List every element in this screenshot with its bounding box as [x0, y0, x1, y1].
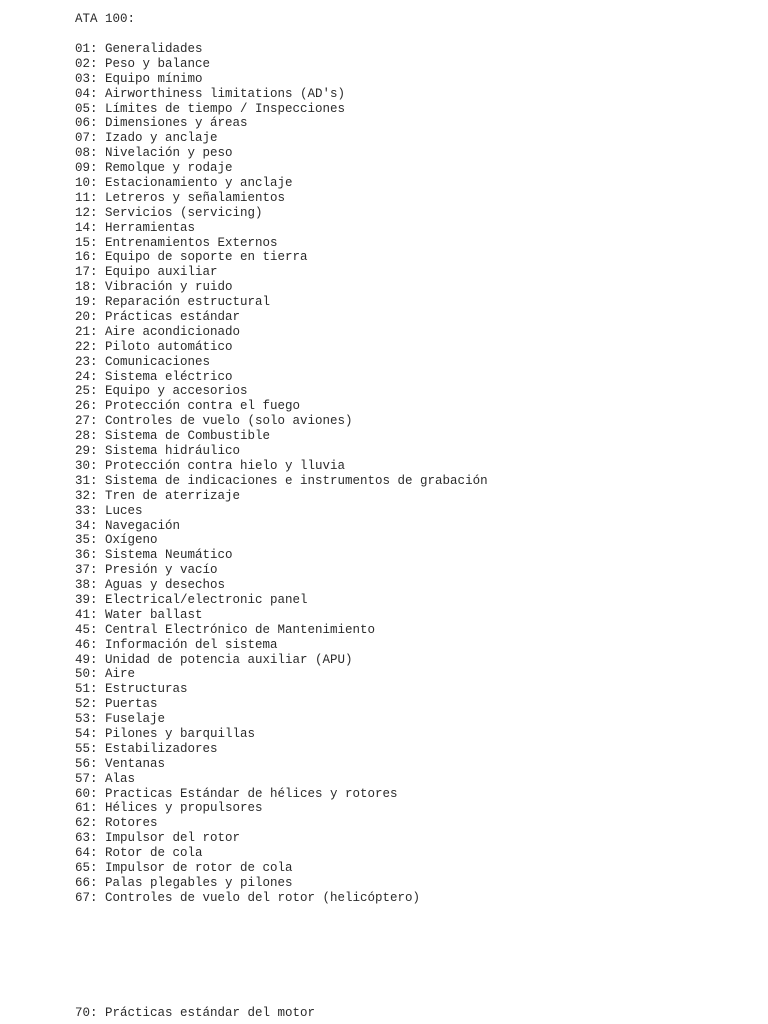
ata-chapter-item: 12: Servicios (servicing)	[75, 205, 263, 220]
ata-chapter-item: 37: Presión y vacío	[75, 563, 218, 578]
ata-chapter-item: 30: Protección contra hielo y lluvia	[75, 458, 346, 473]
document-title: ATA 100:	[75, 12, 136, 26]
ata-chapter-item: 26: Protección contra el fuego	[75, 399, 301, 414]
ata-chapter-item: 62: Rotores	[75, 816, 158, 831]
ata-chapter-item: 32: Tren de aterrizaje	[75, 488, 241, 503]
ata-chapter-item: 06: Dimensiones y áreas	[75, 116, 248, 131]
ata-chapter-item: 01: Generalidades	[75, 42, 203, 56]
ata-chapter-item: 38: Aguas y desechos	[75, 578, 226, 593]
ata-chapter-item: 52: Puertas	[75, 697, 158, 712]
ata-chapter-item: 11: Letreros y señalamientos	[75, 190, 286, 205]
ata-chapter-item: 03: Equipo mínimo	[75, 71, 203, 86]
ata-chapter-item: 61: Hélices y propulsores	[75, 801, 263, 816]
ata-chapter-item: 50: Aire	[75, 667, 136, 682]
ata-chapter-item: 15: Entrenamientos Externos	[75, 235, 278, 250]
ata-chapter-item: 53: Fuselaje	[75, 712, 166, 727]
ata-chapter-item: 10: Estacionamiento y anclaje	[75, 176, 293, 191]
ata-chapter-item: 39: Electrical/electronic panel	[75, 592, 308, 607]
ata-chapter-item: 63: Impulsor del rotor	[75, 831, 241, 846]
ata-chapter-item: 08: Nivelación y peso	[75, 146, 233, 161]
ata-chapter-item: 66: Palas plegables y pilones	[75, 875, 293, 890]
ata-chapter-item: 51: Estructuras	[75, 682, 188, 697]
ata-chapter-list-continued	[75, 1006, 315, 1021]
ata-chapter-item: 54: Pilones y barquillas	[75, 726, 256, 741]
ata-chapter-item: 22: Piloto automático	[75, 339, 233, 354]
ata-chapter-item: 34: Navegación	[75, 518, 181, 533]
ata-chapter-item: 09: Remolque y rodaje	[75, 161, 233, 176]
ata-chapter-item: 28: Sistema de Combustible	[75, 429, 271, 444]
ata-chapter-item: 45: Central Electrónico de Mantenimiento	[75, 622, 376, 637]
ata-chapter-item: 18: Vibración y ruido	[75, 280, 233, 295]
ata-chapter-item: 46: Información del sistema	[75, 637, 278, 652]
ata-chapter-item: 07: Izado y anclaje	[75, 131, 218, 146]
ata-chapter-item: 25: Equipo y accesorios	[75, 384, 248, 399]
ata-chapter-item: 65: Impulsor de rotor de cola	[75, 860, 293, 875]
ata-chapter-item: 35: Oxígeno	[75, 533, 158, 548]
ata-chapter-item: 04: Airworthiness limitations (AD's)	[75, 86, 346, 101]
ata-chapter-item: 33: Luces	[75, 503, 143, 518]
ata-chapter-item: 60: Practicas Estándar de hélices y rotores	[75, 786, 398, 801]
ata-chapter-item: 31: Sistema de indicaciones e instrumentos de grabación	[75, 473, 488, 488]
ata-chapter-item: 49: Unidad de potencia auxiliar (APU)	[75, 652, 353, 667]
ata-chapter-item: 24: Sistema eléctrico	[75, 369, 233, 384]
ata-chapter-item: 36: Sistema Neumático	[75, 548, 233, 563]
ata-chapter-item: 16: Equipo de soporte en tierra	[75, 250, 308, 265]
ata-chapter-item: 55: Estabilizadores	[75, 741, 218, 756]
ata-chapter-item: 02: Peso y balance	[75, 56, 211, 71]
ata-chapter-item: 19: Reparación estructural	[75, 295, 271, 310]
ata-chapter-item: 64: Rotor de cola	[75, 846, 203, 861]
ata-chapter-item: 20: Prácticas estándar	[75, 310, 241, 325]
ata-chapter-item: 21: Aire acondicionado	[75, 324, 241, 339]
ata-chapter-item: 41: Water ballast	[75, 607, 203, 622]
ata-chapter-item: 27: Controles de vuelo (solo aviones)	[75, 414, 353, 429]
ata-chapter-item: 67: Controles de vuelo del rotor (helicóptero)	[75, 890, 421, 905]
ata-chapter-item: 57: Alas	[75, 771, 136, 786]
ata-chapter-item: 56: Ventanas	[75, 756, 166, 771]
ata-chapter-item: 05: Límites de tiempo / Inspecciones	[75, 101, 346, 116]
ata-chapter-list	[75, 42, 488, 906]
ata-chapter-item: 14: Herramientas	[75, 220, 196, 235]
ata-chapter-item: 70: Prácticas estándar del motor	[75, 1006, 316, 1020]
ata-chapter-item: 29: Sistema hidráulico	[75, 444, 241, 459]
ata-chapter-item: 23: Comunicaciones	[75, 354, 211, 369]
ata-chapter-item: 17: Equipo auxiliar	[75, 265, 218, 280]
